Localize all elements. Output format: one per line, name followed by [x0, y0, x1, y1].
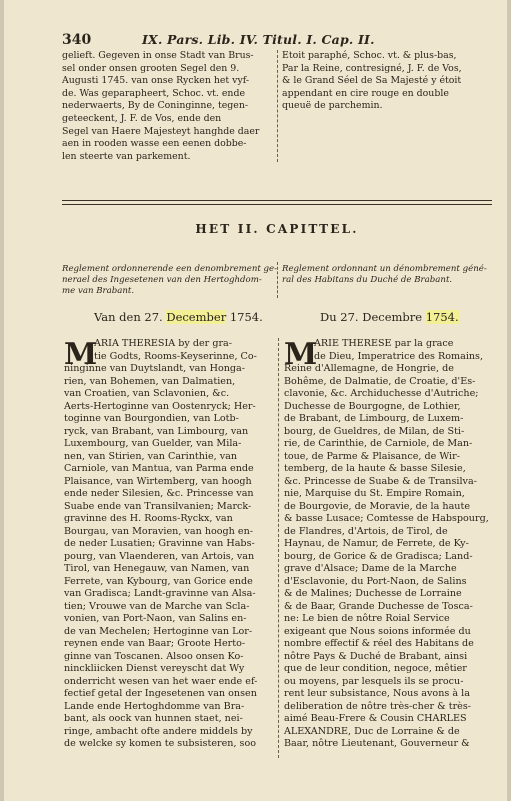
document-page [4, 0, 507, 801]
date-right [320, 310, 459, 324]
date-prefix: Van den 27. [94, 310, 163, 324]
summary-right [282, 264, 492, 286]
text-line: toue, de Parme & Plaisance, de Wir- [284, 450, 460, 462]
text-line: de Dieu, Imperatrice des Romains, [314, 350, 484, 362]
text-line: pourg, van Vlaenderen, van Artois, van [64, 550, 255, 562]
text-line: me van Brabant. [62, 286, 135, 296]
text-line: nie, Marquise du St. Empire Romain, [284, 488, 465, 499]
date-year: 1754. [425, 310, 459, 324]
drop-cap: M [64, 337, 98, 372]
text-line: Carniole, van Mantua, van Parma ende [64, 463, 254, 474]
text-line: Bourgau, van Moravien, van hoogh en- [64, 525, 254, 537]
text-line: & de Malines; Duchesse de Lorraine [284, 588, 462, 599]
text-line: Segel van Haere Majesteyt hanghde daer [62, 125, 260, 137]
column-divider [278, 338, 279, 758]
text-line: rie, de Carinthie, de Carniole, de Man- [284, 438, 473, 449]
text-line: ninckliicken Dienst vereyscht dat Wy [64, 663, 245, 674]
text-line: de neder Lusatien; Gravinne van Habs- [64, 538, 255, 549]
text-line: bourg, de Gorice & de Gradisca; Land- [284, 550, 473, 562]
text-line: Duchesse de Bourgogne, de Lothier, [284, 400, 461, 412]
text-line: de welcke sy komen te subsisteren, soo [64, 738, 257, 749]
text-line: Suabe ende van Transilvanien; Marck- [64, 500, 252, 512]
page-number: 340 [62, 32, 92, 48]
text-line: temberg, de la haute & basse Silesie, [284, 463, 466, 474]
text-line: &c. Princesse de Suabe & de Transilva- [284, 475, 477, 487]
text-line: ne: Le bien de nôtre Roial Service [284, 613, 450, 624]
text-line: len steerte van parkement. [62, 150, 191, 162]
summary-left [62, 264, 278, 297]
text-line: de van Mechelen; Hertoginne van Lor- [64, 625, 253, 637]
text-line: Lande ende Hertoghdomme van Bra- [64, 700, 245, 712]
text-line: ou moyens, par lesquels ils se procu- [284, 675, 464, 687]
top-right-column [282, 50, 492, 113]
section-rule [62, 200, 492, 201]
text-line: Reglement ordonnant un dénombrement géné- [282, 264, 487, 274]
text-line: & de Baar, Grande Duchesse de Tosca- [284, 600, 473, 612]
column-divider [277, 50, 278, 162]
page-header [62, 32, 492, 48]
text-line: ARIA THERESIA by der gra- [94, 338, 233, 349]
text-line: de Bourgovie, de Moravie, de la haute [284, 500, 470, 512]
top-left-column [62, 50, 272, 163]
text-line: ringe, ambacht ofte andere middels by [64, 725, 253, 737]
text-line: ALEXANDRE, Duc de Lorraine & de [284, 725, 460, 737]
text-line: toginne van Bourgondien, van Lotb- [64, 413, 239, 424]
text-line: nôtre Pays & Duché de Brabant, ainsi [284, 650, 468, 662]
text-line: gelieft. Gegeven in onse Stadt van Brus- [62, 50, 254, 61]
text-line: Reine d'Allemagne, de Hongrie, de [284, 363, 454, 374]
text-line: Ferrete, van Kybourg, van Gorice ende [64, 575, 253, 587]
text-line: Bohême, de Dalmatie, de Croatie, d'Es- [284, 375, 476, 387]
text-line: de. Was geparapheert, Schoc. vt. ende [62, 87, 245, 99]
date-year: 1754. [229, 310, 263, 324]
text-line: van Croatien, van Sclavonien, &c. [64, 388, 230, 399]
text-line: ryck, van Brabant, van Limbourg, van [64, 425, 249, 437]
text-line: que de leur condition, negoce, mêtier [284, 663, 467, 674]
text-line: vonien, van Port-Naon, van Salins en- [64, 613, 247, 624]
text-line: Luxembourg, van Guelder, van Mila- [64, 438, 242, 449]
date-left [94, 310, 263, 324]
text-line: Plaisance, van Wirtemberg, van hoogh [64, 475, 252, 487]
text-line: Reglement ordonnerende een denombrement ge- [62, 264, 278, 274]
running-head: IX. Pars. Lib. IV. Titul. I. Cap. II. [142, 32, 375, 47]
text-line: & basse Lusace; Comtesse de Habspourg, [284, 513, 489, 524]
section-rule [62, 204, 492, 205]
text-line: grave d'Alsace; Dame de la Marche [284, 563, 457, 574]
text-line: ARIE THERESE par la grace [314, 338, 454, 349]
text-line: deliberation de nôtre très-cher & très- [284, 700, 472, 712]
text-line: geteeckent, J. F. de Vos, ende den [62, 112, 222, 124]
column-divider [277, 262, 278, 298]
text-line: Etoit paraphé, Schoc. vt. & plus-bas, [282, 50, 457, 61]
text-line: aimé Beau-Frere & Cousin CHARLES [284, 713, 467, 724]
text-line: de Flandres, d'Artois, de Tirol, de [284, 525, 448, 537]
text-line: nen, van Stirien, van Carinthie, van [64, 450, 238, 462]
text-line: aen in rooden wasse een eenen dobbe- [62, 138, 247, 150]
body-right-column [284, 338, 492, 751]
text-line: van Gradisca; Landt-gravinne van Alsa- [64, 588, 256, 599]
text-line: Haynau, de Namur, de Ferrete, de Ky- [284, 538, 469, 549]
text-line: clavonie, &c. Archiduchesse d'Autriche; [284, 388, 479, 399]
text-line: nerael des Ingesetenen van den Hertoghdom- [62, 275, 262, 285]
text-line: appendant en cire rouge en double [282, 87, 449, 99]
text-line: d'Esclavonie, du Port-Naon, de Salins [284, 575, 467, 587]
text-line: rien, van Bohemen, van Dalmatien, [64, 375, 236, 387]
text-line: ral des Habitans du Duché de Brabant. [282, 275, 453, 285]
text-line: Baar, nôtre Lieutenant, Gouverneur & [284, 738, 470, 749]
text-line: & le Grand Séel de Sa Majesté y étoit [282, 75, 462, 87]
text-line: de Brabant, de Limbourg, de Luxem- [284, 413, 464, 424]
text-line: Par la Reine, contresigné, J. F. de Vos, [282, 62, 462, 74]
text-line: Tirol, van Henegauw, van Namen, van [64, 563, 250, 574]
text-line: ende neder Silesien, &c. Princesse van [64, 488, 254, 499]
text-line: fectief getal der Ingesetenen van onsen [64, 688, 257, 699]
text-line: gravinne des H. Rooms-Ryckx, van [64, 513, 233, 524]
text-line: bant, als oock van hunnen staet, nei- [64, 713, 243, 724]
text-line: queuë de parchemin. [282, 100, 383, 112]
date-month: December [166, 310, 227, 324]
text-line: tien; Vrouwe van de Marche van Scla- [64, 600, 250, 612]
text-line: reynen ende van Baar; Groote Herto- [64, 638, 246, 649]
text-line: nombre effectif & réel des Habitans de [284, 638, 474, 649]
text-line: Augusti 1745. van onse Rycken het vyf- [62, 75, 250, 87]
text-line: nederwaerts, By de Coninginne, tegen- [62, 100, 249, 112]
text-line: exigeant que Nous soions informée du [284, 625, 471, 637]
text-line: sel onder onsen grooten Segel den 9. [62, 62, 240, 74]
text-line: tie Godts, Rooms-Keyserinne, Co- [94, 350, 257, 362]
body-left-column [64, 338, 272, 751]
text-line: ninginne van Duytslandt, van Honga- [64, 363, 246, 374]
text-line: ginne van Toscanen. Alsoo onsen Ko- [64, 650, 244, 662]
chapter-title: HET II. CAPITTEL. [195, 222, 359, 236]
text-line: rent leur subsistance, Nous avons à la [284, 688, 470, 699]
drop-cap: M [284, 337, 318, 372]
text-line: bourg, de Gueldres, de Milan, de Sti- [284, 425, 465, 437]
date-prefix: Du 27. Decembre [320, 310, 423, 324]
text-line: onderricht wesen van het waer ende ef- [64, 675, 258, 687]
text-line: Aerts-Hertoginne van Oostenryck; Her- [64, 400, 256, 412]
